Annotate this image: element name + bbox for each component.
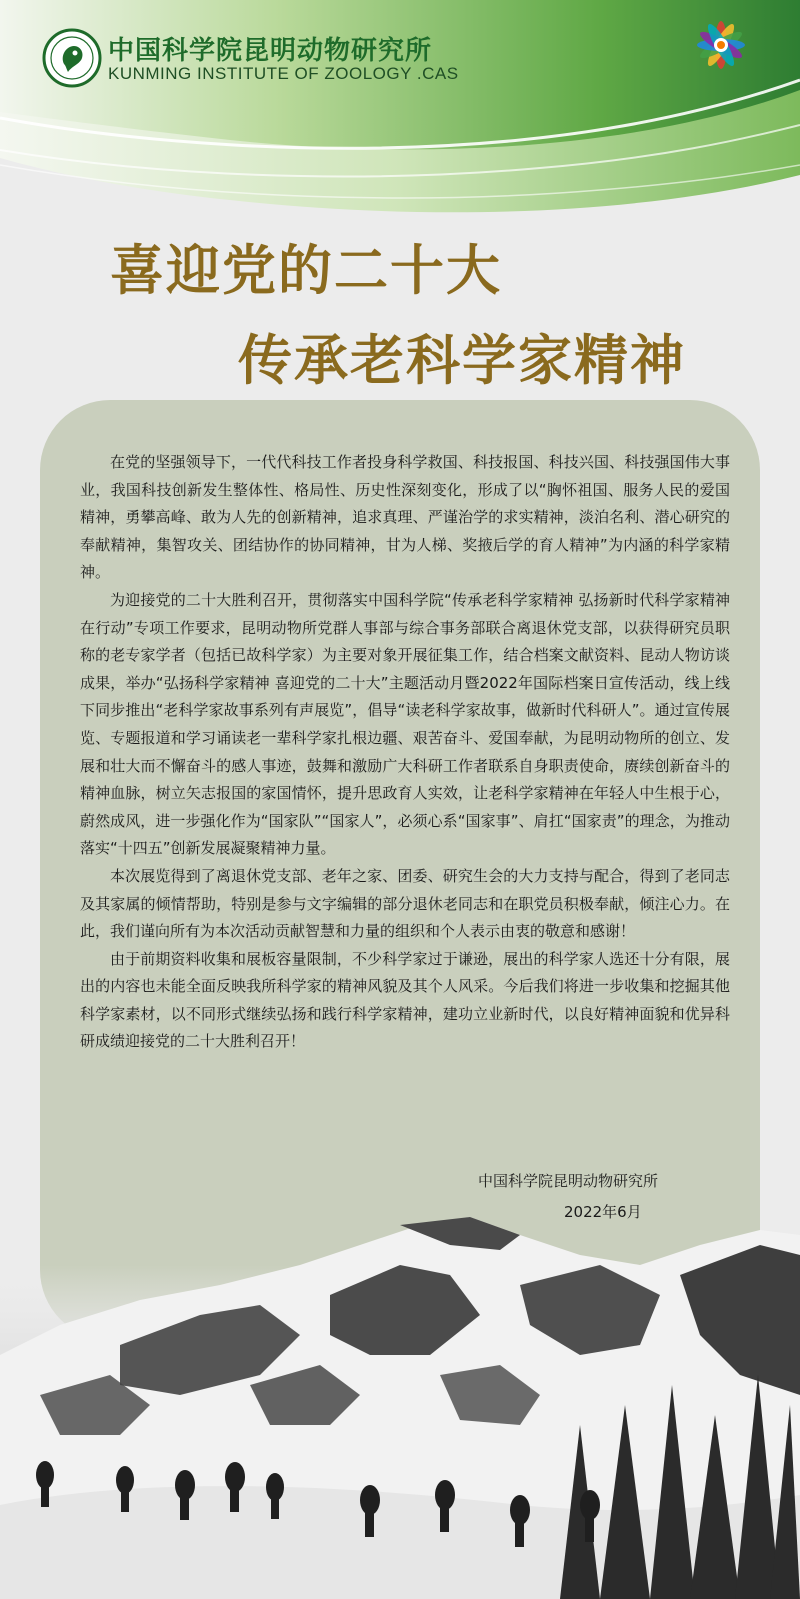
paragraph-2: 为迎接党的二十大胜利召开，贯彻落实中国科学院“传承老科学家精神 弘扬新时代科学家精神在行动”专项工作要求，昆明动物所党群人事部与综合事务部联合离退休党支部，以获得研究员职称的老专家学者（包括已故科学家）为主要对象开展征集工作，结合档案文献资料、昆动人物访谈成果，举办“弘扬科学家精神 喜迎党的二十大”主题活动月暨2022年国际档案日宣传活动，线上线下同步推出“老科学家故事系列有声展览”，倡导“读老科学家故事，做新时代科研人”。通过宣传展览、专题报道和学习诵读老一辈科学家扎根边疆、艰苦奋斗、爱国奉献，为昆明动物所的创立、发展和壮大而不懈奋斗的感人事迹，鼓舞和激励广大科研工作者联系自身职责使命，赓续创新奋斗的精神血脉，树立矢志报国的家国情怀，提升思政育人实效，让老科学家精神在年轻人中生根于心，蔚然成风，进一步强化作为“国家队”“国家人”，必须心系“国家事”、肩扛“国家责”的理念，为推动落实“十四五”创新发展凝聚精神力量。 xyxy=(80,590,730,858)
institute-name-en: KUNMING INSTITUTE OF ZOOLOGY .CAS xyxy=(108,64,459,83)
signature-date: 2022年6月 xyxy=(564,1203,642,1221)
page-title-line-2: 传承老科学家精神 xyxy=(238,329,686,392)
institute-name-cn: 中国科学院昆明动物研究所 xyxy=(108,36,433,66)
snow-mountain-expedition-photo xyxy=(0,1205,800,1599)
paragraph-3: 本次展览得到了离退休党支部、老年之家、团委、研究生会的大力支持与配合，得到了老同志及其家属的倾情帮助，特别是参与文字编辑的部分退休老同志和在职党员积极奉献，倾注心力。在此，我们谨向所有为本次活动贡献智慧和力量的组织和个人表示由衷的敬意和感谢！ xyxy=(80,866,730,941)
paragraph-4: 由于前期资料收集和展板容量限制，不少科学家过于谦逊，展出的科学家人选还十分有限，展出的内容也未能全面反映我所科学家的精神风貌及其个人风采。今后我们将进一步收集和挖掘其他科学家素材，以不同形式继续弘扬和践行科学家精神，建功立业新时代，以良好精神面貌和优异科研成绩迎接党的二十大胜利召开！ xyxy=(80,949,730,1051)
body-text xyxy=(80,449,730,1056)
colorful-flower-icon xyxy=(692,16,750,74)
signature-organization: 中国科学院昆明动物研究所 xyxy=(478,1172,659,1190)
page-title-line-1: 喜迎党的二十大 xyxy=(110,239,502,302)
paragraph-1: 在党的坚强领导下，一代代科技工作者投身科学救国、科技报国、科技兴国、科技强国伟大事业，我国科技创新发生整体性、格局性、历史性深刻变化，形成了以“胸怀祖国、服务人民的爱国精神，勇攀高峰、敢为人先的创新精神，追求真理、严谨治学的求实精神，淡泊名利、潜心研究的奉献精神，集智攻关、团结协作的协同精神，甘为人梯、奖掖后学的育人精神”为内涵的科学家精神。 xyxy=(80,453,730,582)
institute-emblem-icon xyxy=(42,28,102,88)
